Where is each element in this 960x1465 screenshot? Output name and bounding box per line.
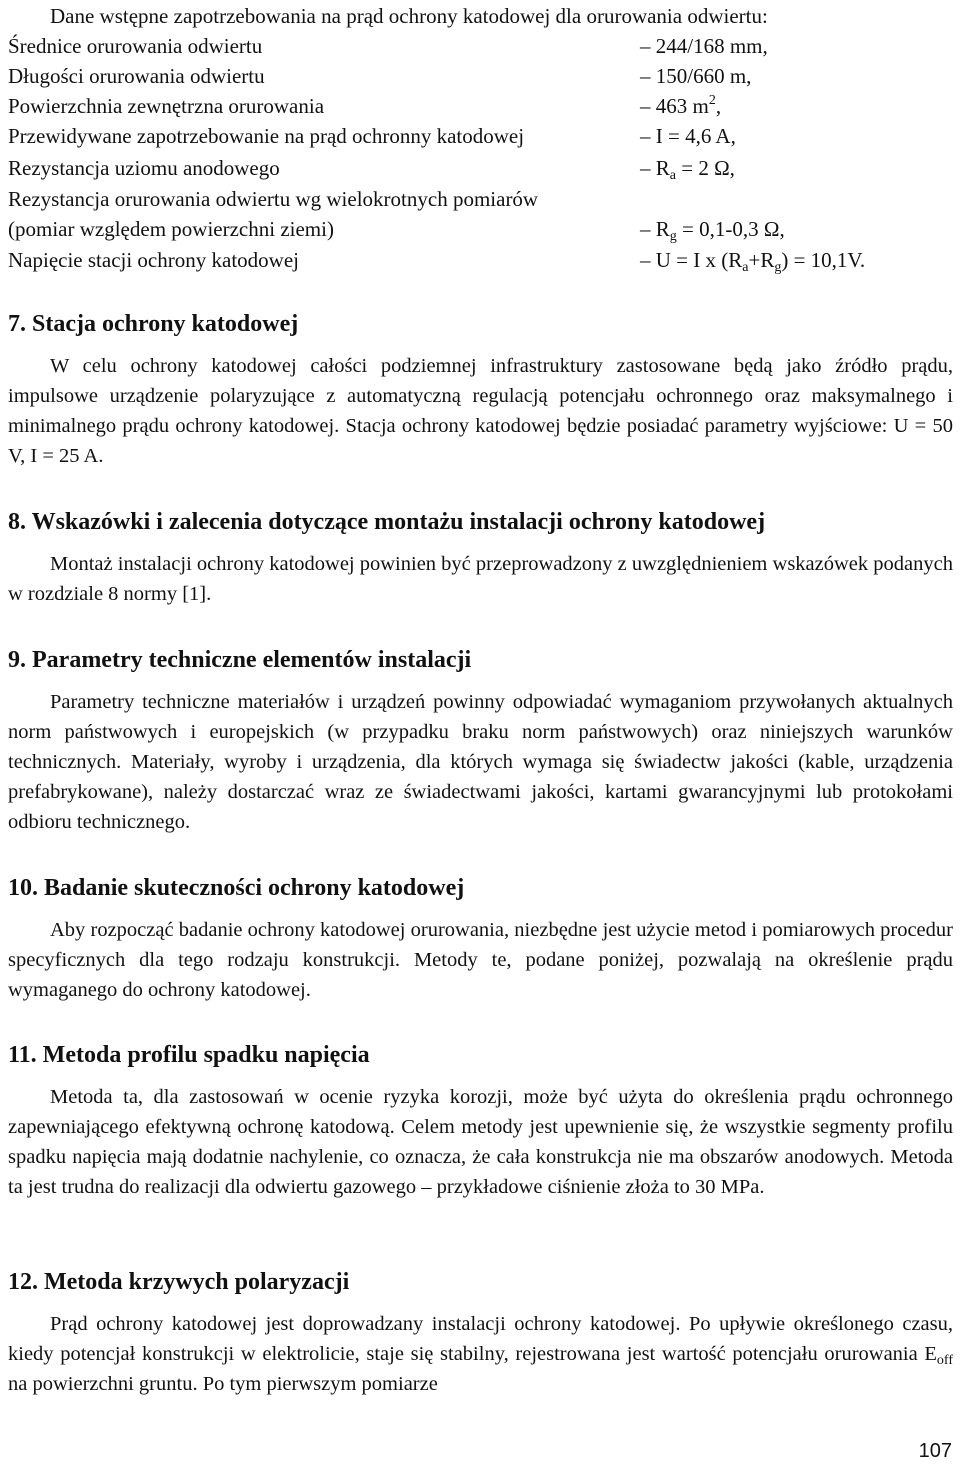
section-heading: 9. Parametry techniczne elementów instalacji bbox=[8, 647, 472, 673]
requirement-label: Rezystancja uziomu anodowego bbox=[8, 156, 280, 180]
section-heading: 10. Badanie skuteczności ochrony katodowej bbox=[8, 875, 465, 901]
page-number: 107 bbox=[918, 1440, 952, 1462]
section-paragraph: Parametry techniczne materiałów i urządzeń powinny odpowiadać wymaganiom przywołanych aktualnych norm państwowych i europejskich (w przypadku braku norm państwowych) oraz niniejszych warunków technicznych. Materiały, wyroby i urządzenia, dla których wymaga się świadectw jakości (kable, urządzenia prefabrykowane), należy dostarczać wraz ze świadectwami jakości, kartami gwarancyjnymi lub protokołami odbioru technicznego. bbox=[8, 691, 953, 833]
requirement-value: – $R_a = 2$ Ω, bbox=[640, 156, 735, 183]
requirement-value: – 463 $m^2$, bbox=[640, 93, 722, 118]
requirement-value: – U = I x $(R_a+R_g) = 10,1V$. bbox=[640, 248, 866, 275]
section-11 bbox=[8, 1040, 953, 1202]
requirement-value: – $R_g = 0,1-0,3$ Ω, bbox=[640, 217, 785, 244]
requirement-label: Przewidywane zapotrzebowanie na prąd ochronny katodowej bbox=[8, 124, 525, 148]
requirement-label: Średnice orurowania odwiertu bbox=[8, 34, 263, 58]
section-paragraph: Montaż instalacji ochrony katodowej powinien być przeprowadzony z uwzględnieniem wskazówek podanych w rozdziale 8 normy [1]. bbox=[8, 553, 953, 605]
requirements-intro: Dane wstępne zapotrzebowania na prąd ochrony katodowej dla orurowania odwiertu: bbox=[50, 4, 768, 28]
section-heading: 8. Wskazówki i zalecenia dotyczące montażu instalacji ochrony katodowej bbox=[8, 509, 766, 535]
section-paragraph: Aby rozpocząć badanie ochrony katodowej orurowania, niezbędne jest użycie metod i pomiarowych procedur specyficznych dla tego rodzaju konstrukcji. Metody te, podane poniżej, pozwalają na określenie prądu wymaganego do ochrony katodowej. bbox=[8, 919, 953, 1001]
section-10 bbox=[8, 873, 953, 1005]
section-heading: 11. Metoda profilu spadku napięcia bbox=[8, 1042, 370, 1068]
section-heading: 12. Metoda krzywych polaryzacji bbox=[8, 1269, 350, 1295]
section-paragraph: W celu ochrony katodowej całości podziemnej infrastruktury zastosowane będą jako źródło prądu, impulsowe urządzenie polaryzujące z automatyczną regulacją potencjału ochronnego oraz maksymalnego i minimalnego prądu ochrony katodowej. Stacja ochrony katodowej będzie posiadać parametry wyjściowe: U = 50 V, I = 25 A. bbox=[8, 355, 953, 467]
requirement-label: Długości orurowania odwiertu bbox=[8, 64, 265, 88]
requirement-value: – 244/168 mm, bbox=[640, 34, 768, 58]
requirement-value: – I = 4,6 A, bbox=[640, 124, 736, 148]
section-heading: 7. Stacja ochrony katodowej bbox=[8, 311, 299, 337]
section-paragraph: Prąd ochrony katodowej jest doprowadzany instalacji ochrony katodowej. Po upływie określonego czasu, kiedy potencjał konstrukcji w elektrolicie, staje się stabilny, rejestrowana jest wartość potencjału orurowania $E_{off}$ na powierzchni gruntu. Po tym pierwszym pomiarze bbox=[8, 1313, 953, 1395]
requirement-label: Powierzchnia zewnętrzna orurowania bbox=[8, 94, 325, 118]
requirement-value: – 150/660 m, bbox=[640, 64, 752, 88]
section-paragraph: Metoda ta, dla zastosowań w ocenie ryzyka korozji, może być użyta do określenia prądu ochronnego zapewniającego efektywną ochronę katodową. Celem metody jest upewnienie się, że wszystkie segmenty profilu spadku napięcia mają dodatnie nachylenie, co oznacza, że cała konstrukcja nie ma obszarów anodowych. Metoda ta jest trudna do realizacji dla odwiertu gazowego – przykładowe ciśnienie złoża to 30 MPa. bbox=[8, 1086, 953, 1198]
section-7 bbox=[8, 309, 953, 471]
section-12 bbox=[8, 1267, 953, 1399]
requirement-label: Napięcie stacji ochrony katodowej bbox=[8, 248, 299, 272]
requirement-label: Rezystancja orurowania odwiertu wg wielokrotnych pomiarów bbox=[8, 187, 539, 211]
section-8 bbox=[8, 507, 953, 609]
requirement-label: (pomiar względem powierzchni ziemi) bbox=[8, 217, 334, 241]
section-9 bbox=[8, 645, 953, 837]
